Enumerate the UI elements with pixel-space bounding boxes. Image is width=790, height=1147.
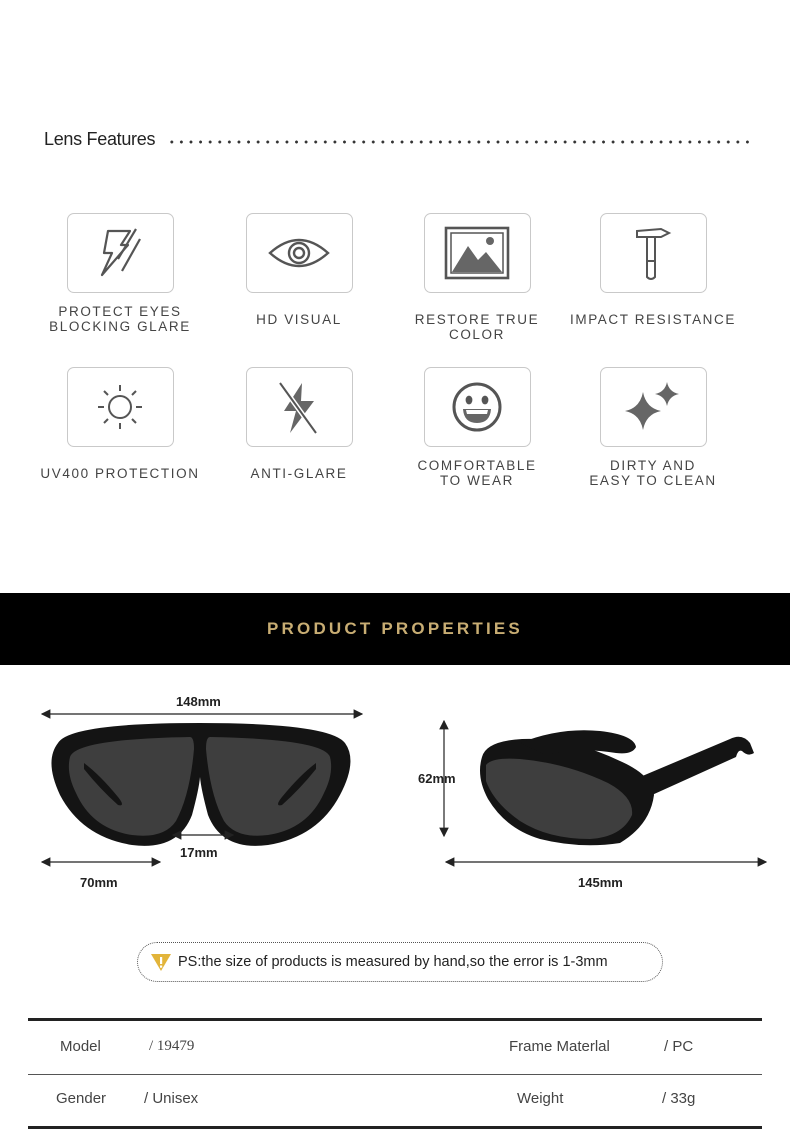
banner-title: PRODUCT PROPERTIES xyxy=(267,619,523,638)
spec-model-label: Model xyxy=(60,1038,101,1055)
feature-label: ANTI-GLARE xyxy=(250,466,348,481)
dotted-divider xyxy=(167,140,754,144)
sparkle-icon xyxy=(600,367,707,447)
sun-icon xyxy=(67,367,174,447)
eye-icon xyxy=(246,213,353,293)
dimension-bridge: 17mm xyxy=(180,845,218,860)
spec-material-value: / PC xyxy=(664,1038,694,1055)
feature-label: IMPACT RESISTANCE xyxy=(570,312,736,327)
feature-label: PROTECT EYES BLOCKING GLARE xyxy=(49,304,191,334)
feature-protect-eyes xyxy=(30,213,210,334)
feature-label: COMFORTABLE TO WEAR xyxy=(417,458,537,488)
spec-weight-label: Weight xyxy=(517,1090,564,1107)
feature-label: HD VISUAL xyxy=(256,312,342,327)
dimension-diagram xyxy=(0,665,790,900)
lens-features-title: Lens Features xyxy=(44,128,156,149)
feature-impact xyxy=(563,213,743,327)
smiley-face-icon xyxy=(424,367,531,447)
feature-true-color xyxy=(387,213,567,342)
dimension-lens-height: 62mm xyxy=(418,771,456,786)
feature-label: UV400 PROTECTION xyxy=(40,466,200,481)
note-text: PS:the size of products is measured by hand,so the error is 1-3mm xyxy=(178,954,608,970)
feature-label: RESTORE TRUE COLOR xyxy=(414,312,540,342)
feature-anti-glare xyxy=(209,367,389,481)
landscape-picture-icon xyxy=(424,213,531,293)
dimension-total-width: 148mm xyxy=(176,694,221,709)
lens-features-header xyxy=(44,128,754,150)
spec-gender-value: / Unisex xyxy=(144,1090,199,1107)
table-divider xyxy=(28,1074,762,1075)
lightning-glare-icon xyxy=(67,213,174,293)
dimension-temple-length: 145mm xyxy=(578,875,623,890)
feature-uv400 xyxy=(30,367,210,481)
spec-gender-label: Gender xyxy=(56,1090,107,1107)
spec-weight-value: / 33g xyxy=(662,1090,696,1107)
side-view-glasses xyxy=(480,730,754,845)
product-properties-banner xyxy=(0,593,790,665)
dimension-lens-width: 70mm xyxy=(80,875,118,890)
hammer-icon xyxy=(600,213,707,293)
spec-model-value: / 19479 xyxy=(149,1038,195,1054)
warning-icon xyxy=(150,952,172,972)
feature-comfortable xyxy=(387,367,567,488)
feature-hd-visual xyxy=(209,213,389,327)
measurement-note xyxy=(137,942,663,982)
front-view-glasses xyxy=(51,723,350,846)
spec-material-label: Frame Materlal xyxy=(509,1038,610,1055)
table-bottom-border xyxy=(28,1126,762,1129)
anti-glare-icon xyxy=(246,367,353,447)
feature-label: DIRTY AND EASY TO CLEAN xyxy=(589,458,717,488)
table-top-border xyxy=(28,1018,762,1021)
feature-easy-clean xyxy=(563,367,743,488)
